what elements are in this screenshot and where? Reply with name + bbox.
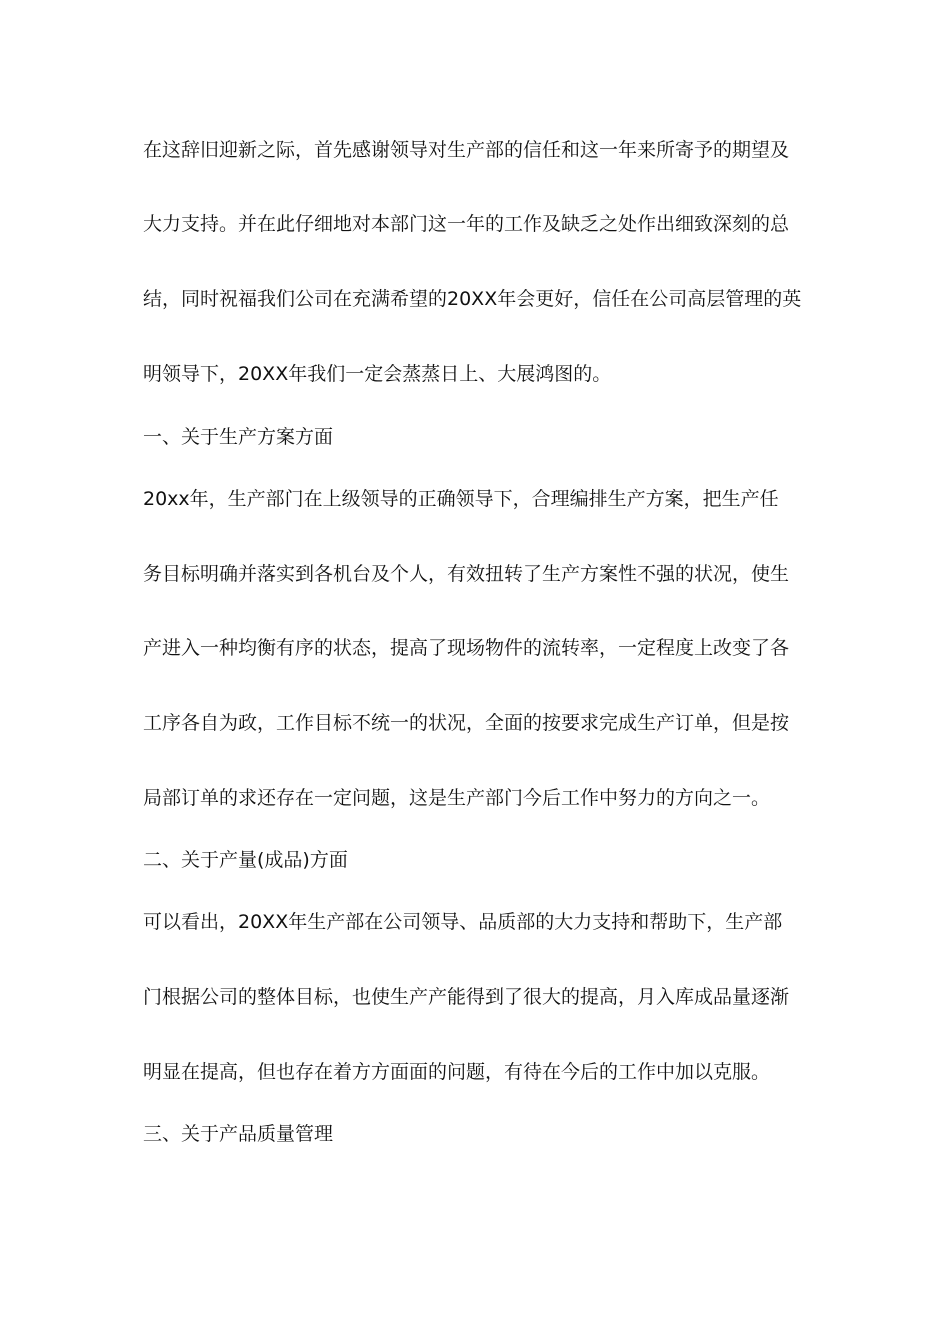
section-heading: 二、关于产量(成品)方面 [143, 849, 348, 871]
paragraph-line: 可以看出，20XX年生产部在公司领导、品质部的大力支持和帮助下，生产部 [143, 911, 783, 933]
paragraph-line: 门根据公司的整体目标，也使生产产能得到了很大的提高，月入库成品量逐渐 [143, 986, 790, 1008]
paragraph-line: 产进入一种均衡有序的状态，提高了现场物件的流转率，一定程度上改变了各 [143, 637, 790, 659]
paragraph-line: 务目标明确并落实到各机台及个人，有效扭转了生产方案性不强的状况，使生 [143, 563, 790, 585]
section-heading: 三、关于产品质量管理 [143, 1123, 334, 1145]
paragraph-line: 大力支持。并在此仔细地对本部门这一年的工作及缺乏之处作出细致深刻的总 [143, 213, 790, 235]
paragraph-line: 明显在提高，但也存在着方方面面的问题，有待在今后的工作中加以克服。 [143, 1061, 771, 1083]
paragraph-line: 结，同时祝福我们公司在充满希望的20XX年会更好，信任在公司高层管理的英 [143, 288, 802, 310]
section-heading: 一、关于生产方案方面 [143, 426, 334, 448]
paragraph-line: 局部订单的求还存在一定问题，这是生产部门今后工作中努力的方向之一。 [143, 787, 771, 809]
paragraph-line: 工序各自为政，工作目标不统一的状况，全面的按要求完成生产订单，但是按 [143, 712, 790, 734]
paragraph-line: 20xx年，生产部门在上级领导的正确领导下，合理编排生产方案，把生产任 [143, 488, 779, 510]
paragraph-line: 在这辞旧迎新之际，首先感谢领导对生产部的信任和这一年来所寄予的期望及 [143, 139, 790, 161]
paragraph-line: 明领导下，20XX年我们一定会蒸蒸日上、大展鸿图的。 [143, 363, 612, 385]
